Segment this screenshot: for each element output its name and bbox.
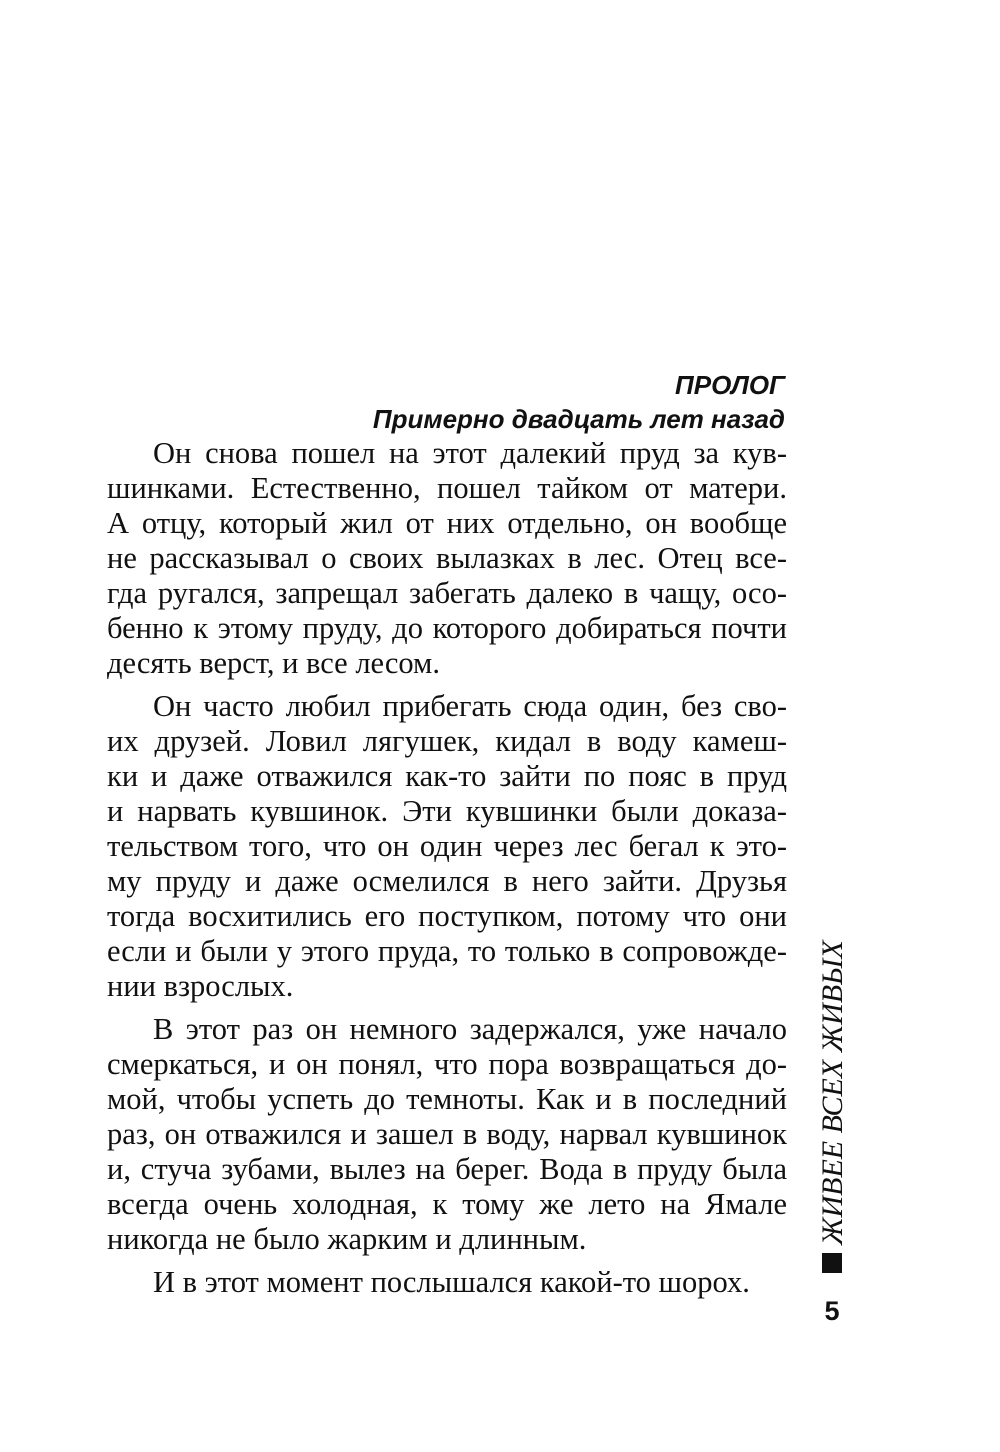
text-line: В этот раз он немного задержался, уже начало (153, 1012, 787, 1046)
text-line: гда ругался, запрещал забегать далеко в чащу, осо- (107, 576, 787, 610)
paragraph (107, 436, 787, 681)
paragraph (107, 1265, 787, 1300)
text-line: му пруду и даже осмелился в него зайти. Друзья (107, 864, 787, 898)
text-line: тельством того, что он один через лес бегал к это- (107, 829, 787, 863)
chapter-subtitle: Примерно двадцать лет назад (372, 404, 785, 434)
text-line: И в этот момент послышался какой-то шорох. (153, 1265, 750, 1299)
text-line: шинками. Естественно, пошел тайком от матери. (107, 471, 787, 505)
text-line: всегда очень холодная, к тому же лето на Ямале (107, 1187, 787, 1221)
text-line: десять верст, и все лесом. (107, 646, 440, 680)
text-line: Он снова пошел на этот далекий пруд за кув- (153, 436, 787, 470)
text-line: Он часто любил прибегать сюда один, без сво- (153, 689, 787, 723)
text-line: смеркаться, и он понял, что пора возвращаться до- (107, 1047, 787, 1081)
text-line: никогда не было жарким и длинным. (107, 1222, 587, 1256)
square-marker-icon (822, 1253, 842, 1273)
chapter-title: ПРОЛОГ (675, 370, 785, 400)
text-line: их друзей. Ловил лягушек, кидал в воду камеш- (107, 724, 787, 758)
page-number: 5 (824, 1296, 840, 1326)
body-text (107, 436, 787, 1300)
text-line: А отцу, который жил от них отдельно, он вообще (107, 506, 787, 540)
text-line: бенно к этому пруду, до которого добираться почти (107, 611, 787, 645)
text-line: ки и даже отважился как-то зайти по пояс в пруд (107, 759, 787, 793)
text-line: не рассказывал о своих вылазках в лес. Отец все- (107, 541, 787, 575)
text-line: мой, чтобы успеть до темноты. Как и в последний (107, 1082, 787, 1116)
text-line: если и были у этого пруда, то только в сопровожде- (107, 934, 787, 968)
text-line: и, стуча зубами, вылез на берег. Вода в пруду была (107, 1152, 787, 1186)
text-line: раз, он отважился и зашел в воду, нарвал кувшинок (107, 1117, 787, 1151)
paragraph (107, 1012, 787, 1257)
text-line: тогда восхитились его поступком, потому что они (107, 899, 787, 933)
text-line: нии взрослых. (107, 969, 294, 1003)
running-title: ЖИВЕЕ ВСЕХ ЖИВЫХ (816, 940, 849, 1245)
text-line: и нарвать кувшинок. Эти кувшинки были доказа- (107, 794, 787, 828)
paragraph (107, 689, 787, 1004)
